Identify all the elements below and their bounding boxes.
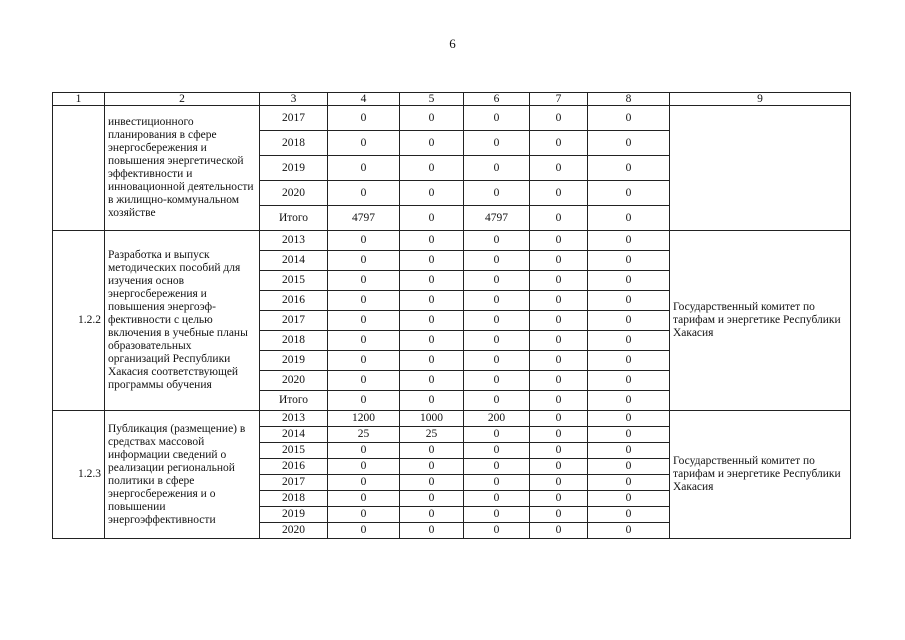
value-cell: 0	[588, 459, 670, 475]
value-cell: 0	[328, 523, 400, 539]
value-cell: 0	[464, 443, 530, 459]
value-cell: 0	[328, 291, 400, 311]
value-cell: 0	[328, 391, 400, 411]
item-code	[53, 106, 105, 231]
value-cell: 1000	[400, 411, 464, 427]
header-cell: 9	[670, 93, 851, 106]
value-cell: 0	[464, 106, 530, 131]
value-cell: 0	[588, 411, 670, 427]
value-cell: 0	[400, 231, 464, 251]
value-cell: 0	[588, 156, 670, 181]
year-cell: 2020	[260, 371, 328, 391]
value-cell: 0	[588, 371, 670, 391]
year-cell: 2017	[260, 475, 328, 491]
header-cell: 6	[464, 93, 530, 106]
value-cell: 0	[464, 491, 530, 507]
value-cell: 0	[400, 106, 464, 131]
value-cell: 0	[530, 459, 588, 475]
value-cell: 0	[328, 311, 400, 331]
header-row	[53, 93, 851, 106]
value-cell: 0	[464, 371, 530, 391]
year-cell: 2013	[260, 411, 328, 427]
responsible-executor: Государственный комитет по тарифам и энергетике Республики Хакасия	[670, 411, 851, 539]
table-row	[53, 106, 851, 131]
value-cell: 0	[588, 311, 670, 331]
value-cell: 0	[328, 331, 400, 351]
year-cell: Итого	[260, 206, 328, 231]
value-cell: 0	[588, 475, 670, 491]
value-cell: 0	[588, 291, 670, 311]
item-description: Публикация (размещение) в средствах массовой информации сведений о реализации региональной политики в сфере энергосбережения и о повышении энергоэффективности	[105, 411, 260, 539]
item-code: 1.2.2	[53, 231, 105, 411]
value-cell: 0	[530, 106, 588, 131]
value-cell: 200	[464, 411, 530, 427]
value-cell: 0	[464, 131, 530, 156]
value-cell: 0	[530, 371, 588, 391]
value-cell: 0	[328, 351, 400, 371]
year-cell: 2014	[260, 251, 328, 271]
program-table	[52, 92, 851, 539]
header-cell: 3	[260, 93, 328, 106]
value-cell: 0	[328, 443, 400, 459]
value-cell: 0	[588, 507, 670, 523]
value-cell: 0	[328, 131, 400, 156]
value-cell: 0	[328, 106, 400, 131]
value-cell: 0	[588, 491, 670, 507]
year-cell: 2013	[260, 231, 328, 251]
value-cell: 0	[530, 523, 588, 539]
value-cell: 0	[400, 459, 464, 475]
year-cell: 2020	[260, 181, 328, 206]
value-cell: 0	[588, 443, 670, 459]
value-cell: 0	[530, 427, 588, 443]
value-cell: 0	[530, 491, 588, 507]
header-cell: 4	[328, 93, 400, 106]
value-cell: 0	[464, 181, 530, 206]
value-cell: 0	[400, 371, 464, 391]
year-cell: 2017	[260, 311, 328, 331]
value-cell: 0	[588, 271, 670, 291]
header-cell: 8	[588, 93, 670, 106]
value-cell: 0	[530, 291, 588, 311]
value-cell: 0	[530, 351, 588, 371]
value-cell: 0	[464, 231, 530, 251]
value-cell: 0	[530, 206, 588, 231]
value-cell: 0	[400, 351, 464, 371]
value-cell: 0	[530, 411, 588, 427]
value-cell: 0	[464, 271, 530, 291]
value-cell: 0	[400, 156, 464, 181]
value-cell: 0	[588, 106, 670, 131]
value-cell: 0	[328, 251, 400, 271]
value-cell: 0	[328, 491, 400, 507]
value-cell: 0	[464, 475, 530, 491]
year-cell: 2019	[260, 156, 328, 181]
value-cell: 0	[400, 206, 464, 231]
value-cell: 0	[464, 391, 530, 411]
responsible-executor	[670, 106, 851, 231]
value-cell: 0	[400, 523, 464, 539]
year-cell: 2019	[260, 507, 328, 523]
value-cell: 0	[400, 391, 464, 411]
value-cell: 0	[400, 491, 464, 507]
value-cell: 0	[464, 331, 530, 351]
value-cell: 0	[530, 331, 588, 351]
value-cell: 0	[530, 271, 588, 291]
header-cell: 5	[400, 93, 464, 106]
value-cell: 0	[400, 475, 464, 491]
year-cell: 2017	[260, 106, 328, 131]
item-description: инвестиционного планирования в сфере энергосбережения и повышения энергетической эффективности и инновационной деятельности в жилищно-коммунальном хозяйстве	[105, 106, 260, 231]
year-cell: 2016	[260, 459, 328, 475]
table-row	[53, 411, 851, 427]
value-cell: 0	[530, 131, 588, 156]
value-cell: 0	[588, 427, 670, 443]
table-row	[53, 231, 851, 251]
value-cell: 0	[328, 371, 400, 391]
year-cell: 2018	[260, 491, 328, 507]
year-cell: 2018	[260, 331, 328, 351]
value-cell: 0	[464, 427, 530, 443]
value-cell: 0	[464, 251, 530, 271]
value-cell: 0	[328, 475, 400, 491]
item-code: 1.2.3	[53, 411, 105, 539]
value-cell: 0	[464, 156, 530, 181]
year-cell: 2016	[260, 291, 328, 311]
header-cell: 2	[105, 93, 260, 106]
header-cell: 1	[53, 93, 105, 106]
value-cell: 0	[530, 156, 588, 181]
value-cell: 0	[588, 351, 670, 371]
value-cell: 0	[400, 507, 464, 523]
value-cell: 25	[400, 427, 464, 443]
value-cell: 0	[400, 311, 464, 331]
value-cell: 0	[588, 251, 670, 271]
year-cell: 2015	[260, 271, 328, 291]
year-cell: 2020	[260, 523, 328, 539]
value-cell: 0	[464, 291, 530, 311]
value-cell: 0	[400, 251, 464, 271]
page-number: 6	[449, 36, 456, 51]
responsible-executor: Государственный комитет по тарифам и энергетике Республики Хакасия	[670, 231, 851, 411]
value-cell: 0	[530, 181, 588, 206]
year-cell: 2018	[260, 131, 328, 156]
value-cell: 0	[530, 443, 588, 459]
value-cell: 0	[328, 231, 400, 251]
value-cell: 0	[464, 311, 530, 331]
value-cell: 4797	[464, 206, 530, 231]
value-cell: 1200	[328, 411, 400, 427]
year-cell: 2014	[260, 427, 328, 443]
value-cell: 0	[400, 131, 464, 156]
year-cell: Итого	[260, 391, 328, 411]
value-cell: 0	[530, 251, 588, 271]
value-cell: 0	[328, 271, 400, 291]
value-cell: 0	[588, 523, 670, 539]
year-cell: 2019	[260, 351, 328, 371]
value-cell: 0	[530, 391, 588, 411]
value-cell: 0	[400, 291, 464, 311]
value-cell: 4797	[328, 206, 400, 231]
year-cell: 2015	[260, 443, 328, 459]
value-cell: 0	[464, 507, 530, 523]
value-cell: 0	[328, 507, 400, 523]
value-cell: 0	[400, 443, 464, 459]
value-cell: 0	[588, 331, 670, 351]
value-cell: 0	[464, 523, 530, 539]
value-cell: 0	[328, 156, 400, 181]
value-cell: 0	[400, 181, 464, 206]
value-cell: 0	[464, 351, 530, 371]
value-cell: 0	[588, 131, 670, 156]
value-cell: 0	[328, 181, 400, 206]
value-cell: 0	[464, 459, 530, 475]
value-cell: 0	[530, 231, 588, 251]
value-cell: 0	[530, 311, 588, 331]
value-cell: 0	[530, 507, 588, 523]
value-cell: 0	[400, 331, 464, 351]
value-cell: 0	[328, 459, 400, 475]
header-cell: 7	[530, 93, 588, 106]
item-description: Разработка и выпуск методических пособий для изучения основ энергосбережения и повышения энергоэффективности с целью включения в учебные планы образовательных организаций Республики Хакасия соответствующей программы обучения	[105, 231, 260, 411]
value-cell: 0	[530, 475, 588, 491]
value-cell: 0	[588, 181, 670, 206]
value-cell: 0	[588, 206, 670, 231]
value-cell: 0	[588, 231, 670, 251]
value-cell: 25	[328, 427, 400, 443]
value-cell: 0	[588, 391, 670, 411]
value-cell: 0	[400, 271, 464, 291]
